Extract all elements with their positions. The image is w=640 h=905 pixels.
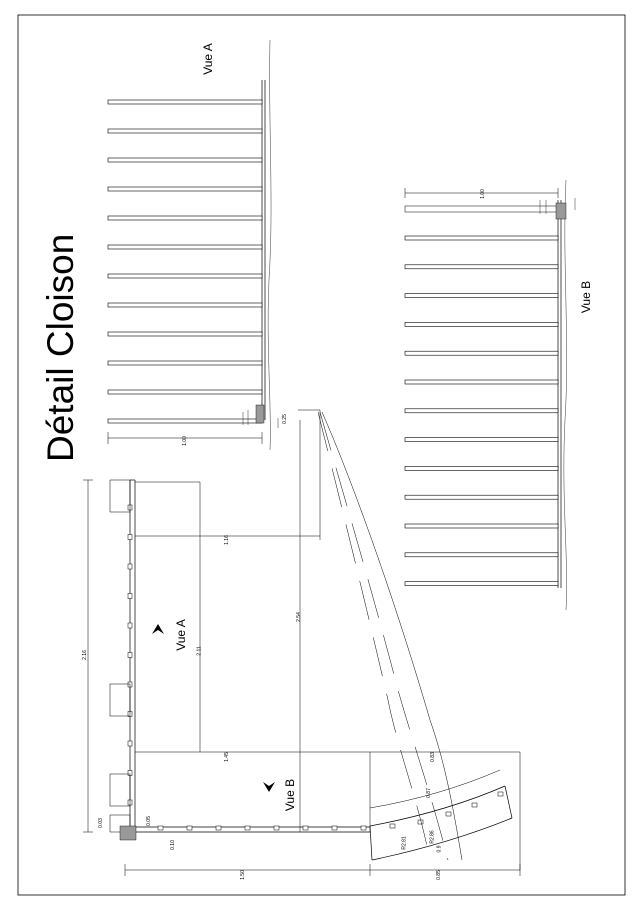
- wall-post: [128, 653, 132, 658]
- vue-a-plan-label: Vue A: [173, 619, 188, 651]
- vue-a-board: [108, 274, 262, 278]
- vue-a-board: [108, 390, 262, 394]
- dim-right-width: 1.00: [479, 189, 486, 199]
- dim-0-03: 0.03: [97, 818, 104, 828]
- wall-post: [361, 826, 366, 830]
- vue-a-board: [108, 216, 262, 220]
- dim-2-54: 2.54: [295, 612, 302, 622]
- vue-b-board: [405, 553, 558, 557]
- vue-b-board: [405, 466, 558, 470]
- vue-b-board: [405, 294, 558, 298]
- curve-post: [498, 792, 503, 796]
- vue-b-board: [405, 582, 558, 586]
- vue-b-plan-label: Vue B: [283, 778, 298, 812]
- drawing-title: Détail Cloison: [40, 233, 81, 462]
- curve-post: [446, 812, 451, 816]
- dim-0-05: 0.05: [145, 816, 152, 826]
- vue-b-board: [405, 265, 558, 269]
- vue-a-board: [108, 303, 262, 307]
- vue-a-board: [108, 187, 262, 191]
- wall-post: [158, 826, 163, 830]
- vue-b-elevation: [405, 180, 575, 610]
- vue-b-board: [405, 380, 558, 384]
- vue-b-board: [405, 495, 558, 499]
- vue-b-board: [405, 351, 558, 355]
- wall-post: [128, 741, 132, 746]
- dim-1-16: 1.16: [223, 535, 230, 545]
- vue-a-elevation: [108, 40, 278, 450]
- vue-a-board: [108, 419, 262, 423]
- curve-post: [390, 824, 395, 828]
- wall-post: [128, 564, 132, 569]
- vue-a-board: [108, 361, 262, 365]
- vue-a-board: [108, 245, 262, 249]
- dim-r2-86: R2.86: [429, 830, 436, 844]
- vue-b-board: [405, 322, 558, 326]
- vue-b-right-label: Vue B: [579, 280, 594, 314]
- vue-a-board: [108, 129, 262, 133]
- dim-0-87: 0.87: [425, 788, 432, 798]
- curve-post: [472, 803, 477, 807]
- wall-post: [128, 594, 132, 599]
- dim-0-85: 0.85: [435, 870, 442, 880]
- dim-0-83: 0.83: [429, 752, 436, 762]
- dim-top-width: 1.00: [181, 436, 188, 446]
- wall-post: [332, 826, 337, 830]
- dim-2-16: 2.16: [81, 650, 88, 660]
- wall-post: [216, 826, 221, 830]
- sheet-border: [18, 15, 625, 895]
- wall-post: [274, 826, 279, 830]
- dim-1-50: 1.50: [239, 870, 246, 880]
- dim-0-10: 0.10: [169, 840, 176, 850]
- curve-post: [418, 820, 423, 824]
- vue-b-board: [405, 524, 558, 528]
- vue-b-board: [405, 409, 558, 413]
- wall-post: [128, 623, 132, 628]
- vue-a-board: [108, 100, 262, 104]
- wall-post: [245, 826, 250, 830]
- dim-0-25: 0.25: [281, 414, 288, 424]
- wall-post: [128, 535, 132, 540]
- dim-r2-81: R2.81: [401, 836, 408, 850]
- vue-b-board: [405, 236, 558, 240]
- vue-a-board: [108, 332, 262, 336]
- plan-view: [83, 410, 520, 876]
- dim-1-45: 1.45: [223, 752, 230, 762]
- vue-a-board: [108, 158, 262, 162]
- wall-post: [187, 826, 192, 830]
- vue-b-board: [405, 438, 558, 442]
- dim-0-9: 0.9: [436, 845, 443, 853]
- vue-a-top-label: Vue A: [200, 43, 215, 75]
- wall-post: [303, 826, 308, 830]
- dim-2-11: 2.11: [196, 646, 203, 656]
